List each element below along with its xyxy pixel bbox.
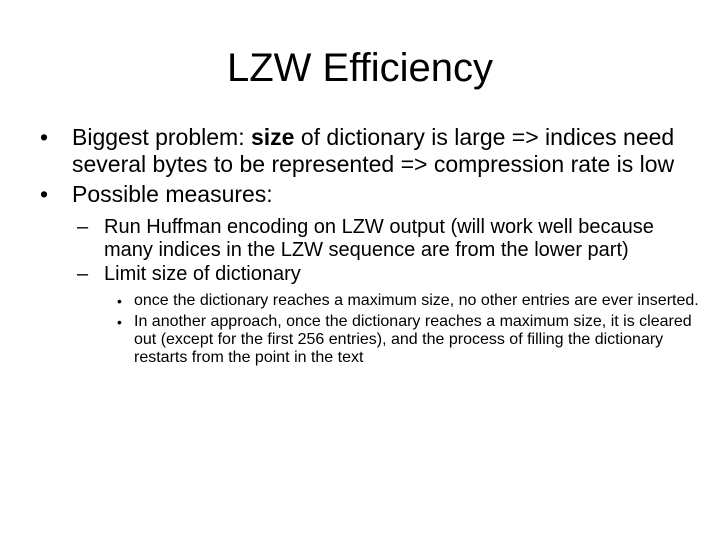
sub-bullet-text: Limit size of dictionary (104, 263, 301, 285)
sub-sub-bullet-no-insert (117, 292, 700, 310)
sub-sub-bullet-text: In another approach, once the dictionary reaches a maximum size, it is cleared out (except for the first 256 entries), and the process of filling the dictionary restarts from the point in the text (134, 313, 692, 366)
dash-marker: – (77, 263, 89, 285)
bullet-text-before: Biggest problem: (72, 124, 251, 150)
sub-sub-bullet-list (117, 292, 700, 367)
bullet-marker: • (40, 181, 49, 207)
small-bullet-marker: • (117, 314, 122, 330)
sub-bullet-limit-size (77, 263, 700, 286)
bullet-biggest-problem (40, 124, 700, 178)
sub-bullet-text: Run Huffman encoding on LZW output (will work well because many indices in the LZW sequence are from the lower part) (104, 216, 654, 261)
sub-sub-bullet-text: once the dictionary reaches a maximum size, no other entries are ever inserted. (134, 292, 699, 309)
bullet-list (40, 124, 700, 370)
bullet-text: Possible measures: (72, 181, 273, 207)
bullet-possible-measures (40, 181, 700, 208)
small-bullet-marker: • (117, 293, 122, 309)
sub-sub-bullet-clear-out (117, 313, 700, 367)
bullet-marker: • (40, 124, 49, 150)
slide-title: LZW Efficiency (227, 46, 493, 90)
sub-bullet-huffman (77, 216, 700, 262)
bullet-text-after: of dictionary is large => indices need several bytes to be represented => compression rate is low (72, 124, 675, 177)
bullet-text-bold: size (250, 124, 295, 150)
sub-bullet-list (77, 216, 700, 286)
dash-marker: – (77, 216, 89, 238)
